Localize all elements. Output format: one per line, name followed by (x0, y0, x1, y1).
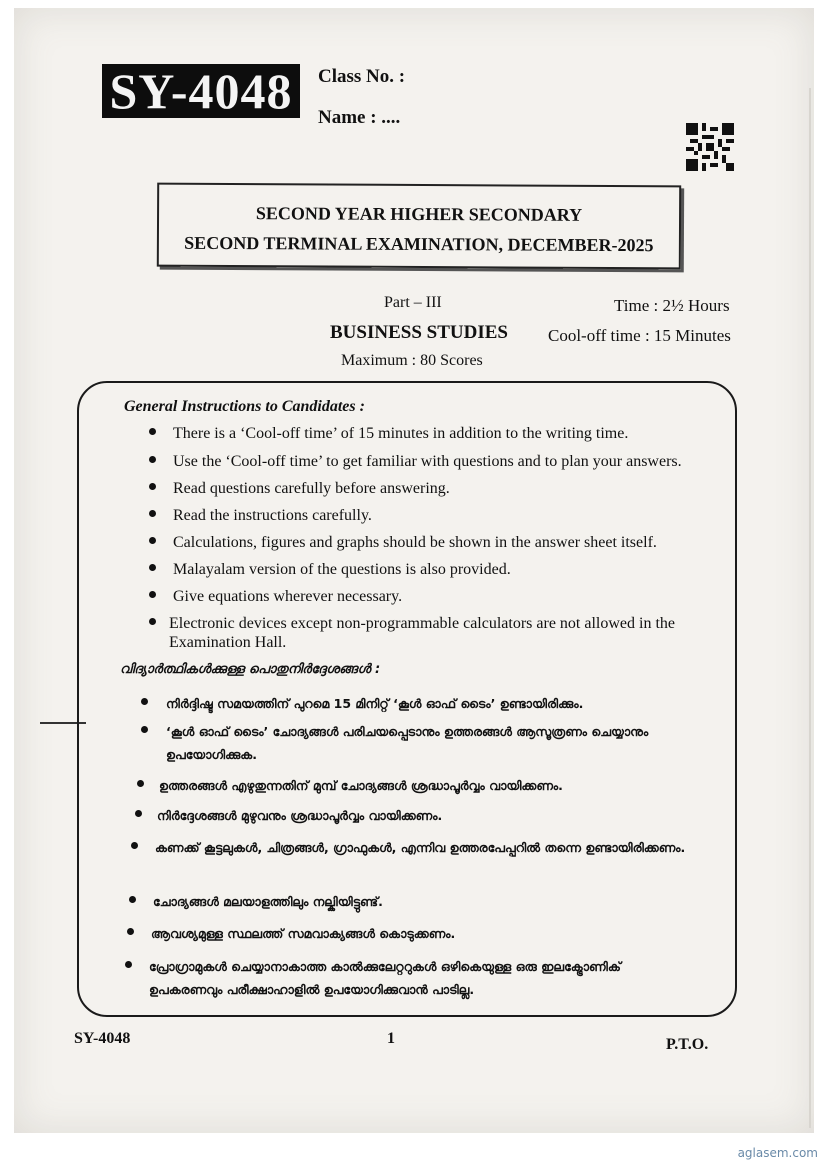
malayalam-instruction-item: ആവശ്യമുള്ള സ്ഥലത്ത് സമവാക്യങ്ങൾ കൊടുക്കണം. (151, 926, 456, 941)
cool-off-time: Cool-off time : 15 Minutes (548, 326, 731, 345)
malayalam-instruction-item: ഉത്തരങ്ങൾ എഴുതുന്നതിന് മുമ്പ് ചോദ്യങ്ങൾ ശ്രദ്ധാപൂർവ്വം വായിക്കണം. (159, 778, 563, 793)
instruction-item: Use the ‘Cool-off time’ to get familiar with questions and to plan your answers. (173, 453, 682, 470)
bullet-icon (149, 428, 156, 435)
max-score: Maximum : 80 Scores (341, 352, 483, 369)
instruction-item: Give equations wherever necessary. (173, 588, 403, 605)
malayalam-instruction-item: ചോദ്യങ്ങൾ മലയാളത്തിലും നല്കിയിട്ടുണ്ട്. (153, 894, 383, 909)
bullet-icon (131, 842, 138, 849)
exam-time: Time : 2½ Hours (614, 296, 730, 315)
class-no-label: Class No. : (318, 66, 406, 87)
exam-title-box (157, 183, 681, 270)
instruction-item: There is a ‘Cool-off time’ of 15 minutes in addition to the writing time. (173, 425, 629, 442)
bullet-icon (125, 961, 132, 968)
footer-code: SY-4048 (74, 1030, 131, 1047)
malayalam-instruction-item: നിർദ്ദിഷ്ട സമയത്തിന് പുറമെ 15 മിനിറ്റ് ‘കൂൾ ഓഫ് ടൈം’ ഉണ്ടായിരിക്കും. (166, 696, 584, 711)
pto-label: P.T.O. (666, 1036, 709, 1053)
bullet-icon (149, 510, 156, 517)
bullet-icon (149, 456, 156, 463)
watermark: aglasem.com (737, 1146, 818, 1160)
instruction-item: Malayalam version of the questions is also provided. (173, 561, 511, 578)
qr-code-icon (686, 122, 734, 172)
bullet-icon (149, 537, 156, 544)
instruction-item: Calculations, figures and graphs should be shown in the answer sheet itself. (173, 534, 657, 551)
exam-part: Part – III (384, 294, 442, 311)
exam-subject: BUSINESS STUDIES (330, 322, 508, 343)
bullet-icon (141, 698, 148, 705)
page-edge-line (809, 88, 811, 1128)
name-label: Name : .... (318, 107, 401, 128)
paper-code-badge: SY-4048 (102, 64, 300, 118)
bullet-icon (137, 780, 144, 787)
page-number: 1 (387, 1030, 395, 1047)
bullet-icon (149, 564, 156, 571)
bullet-icon (149, 618, 156, 625)
instruction-item: Read the instructions carefully. (173, 507, 372, 524)
malayalam-instruction-item: പ്രോഗ്രാമുകൾ ചെയ്യാനാകാത്ത കാൽക്കുലേറ്ററുകൾ ഒഴികെയുള്ള ഒരു ഇലക്ട്രോണിക് ഉപകരണവും പരീക്ഷാഹാളിൽ ഉപയോഗിക്കുവാൻ പാടില്ല. (149, 959, 621, 997)
malayalam-instructions-heading: വിദ്യാർത്ഥികൾക്കുള്ള പൊതുനിർദ്ദേശങ്ങൾ : (120, 662, 381, 677)
instruction-item: Electronic devices except non-programmable calculators are not allowed in the Examination Hall. (169, 615, 676, 651)
bullet-icon (127, 928, 134, 935)
bullet-icon (149, 591, 156, 598)
malayalam-instruction-item: നിർദ്ദേശങ്ങൾ മുഴുവനും ശ്രദ്ധാപൂർവ്വം വായിക്കണം. (157, 808, 443, 823)
bullet-icon (129, 896, 136, 903)
bullet-icon (135, 810, 142, 817)
malayalam-instruction-item: കണക്ക് കൂട്ടലുകൾ, ചിത്രങ്ങൾ, ഗ്രാഫുകൾ, എന്നിവ ഉത്തരപേപ്പറിൽ തന്നെ ഉണ്ടായിരിക്കണം. (155, 840, 686, 855)
instructions-heading: General Instructions to Candidates : (124, 398, 365, 415)
bullet-icon (141, 726, 148, 733)
exam-title-line-1: SECOND YEAR HIGHER SECONDARY (255, 203, 583, 225)
instruction-item: Read questions carefully before answering. (173, 480, 450, 497)
exam-title-line-2: SECOND TERMINAL EXAMINATION, DECEMBER-2025 (184, 232, 654, 256)
bullet-icon (149, 483, 156, 490)
malayalam-instruction-item: ‘കൂൾ ഓഫ് ടൈം’ ചോദ്യങ്ങൾ പരിചയപ്പെടാനും ഉത്തരങ്ങൾ ആസൂത്രണം ചെയ്യാനും ഉപയോഗിക്കുക. (166, 724, 649, 762)
